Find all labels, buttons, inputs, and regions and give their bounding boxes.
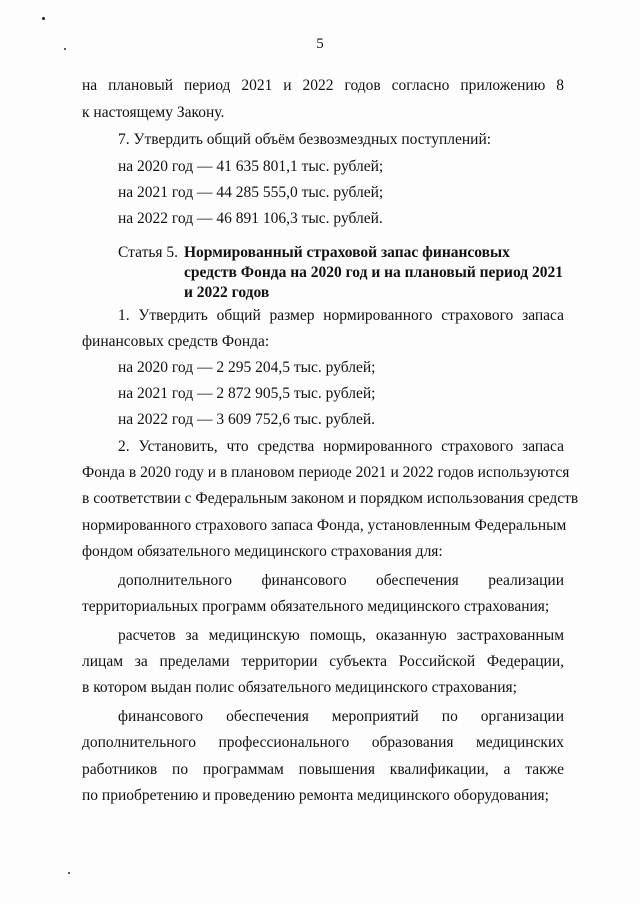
paragraph-line: 2. Установить, что средства нормированного страхового запаса: [118, 438, 564, 455]
paragraph-line: нормированного страхового запаса Фонда, установленным Федеральным: [82, 517, 567, 534]
paragraph-line: финансовых средств Фонда:: [82, 333, 270, 350]
paragraph-line: на плановый период 2021 и 2022 годов согласно приложению 8: [82, 77, 564, 94]
amount-line: на 2022 год — 46 891 106,3 тыс. рублей.: [118, 210, 383, 227]
page-number: 5: [316, 36, 324, 52]
paragraph-line: в соответствии с Федеральным законом и порядком использования средств: [82, 490, 579, 507]
scan-speck: [68, 872, 70, 874]
amount-line: на 2022 год — 3 609 752,6 тыс. рублей.: [118, 411, 376, 428]
amount-line: на 2021 год — 44 285 555,0 тыс. рублей;: [118, 184, 384, 201]
article-title-text: Нормированный страховой запас финансовых средств Фонда на 2020 год и на плановый период 2021 и 2022 годов: [184, 244, 564, 301]
paragraph-line: в котором выдан полис обязательного медицинского страхования;: [82, 679, 517, 696]
paragraph-line: дополнительного финансового обеспечения реализации: [118, 572, 564, 589]
paragraph-line: финансового обеспечения мероприятий по организации: [118, 708, 564, 725]
amount-line: на 2021 год — 2 872 905,5 тыс. рублей;: [118, 385, 376, 402]
amount-line: на 2020 год — 41 635 801,1 тыс. рублей;: [118, 158, 384, 175]
article-title: [184, 243, 584, 303]
amount-line: на 2020 год — 2 295 204,5 тыс. рублей;: [118, 359, 376, 376]
paragraph-line: по приобретению и проведению ремонта медицинского оборудования;: [82, 787, 549, 804]
scan-speck: [42, 17, 45, 20]
paragraph-line: работников по программам повышения квалификации, а также: [82, 761, 564, 778]
paragraph-line: фондом обязательного медицинского страхования для:: [82, 543, 443, 560]
paragraph-line: Фонда в 2020 году и в плановом периоде 2021 и 2022 годов используются: [82, 464, 570, 481]
article-label: Статья 5.: [118, 244, 179, 261]
paragraph-line: к настоящему Закону.: [82, 104, 225, 121]
paragraph-line: лицам за пределами территории субъекта Российской Федерации,: [82, 653, 564, 670]
paragraph-line: 1. Утвердить общий размер нормированного страхового запаса: [118, 307, 564, 324]
paragraph-line: расчетов за медицинскую помощь, оказанную застрахованным: [118, 627, 564, 644]
paragraph-line: 7. Утвердить общий объём безвозмездных поступлений:: [118, 131, 492, 148]
paragraph-line: территориальных программ обязательного медицинского страхования;: [82, 598, 550, 615]
paragraph-line: дополнительного профессионального образования медицинских: [82, 734, 564, 751]
